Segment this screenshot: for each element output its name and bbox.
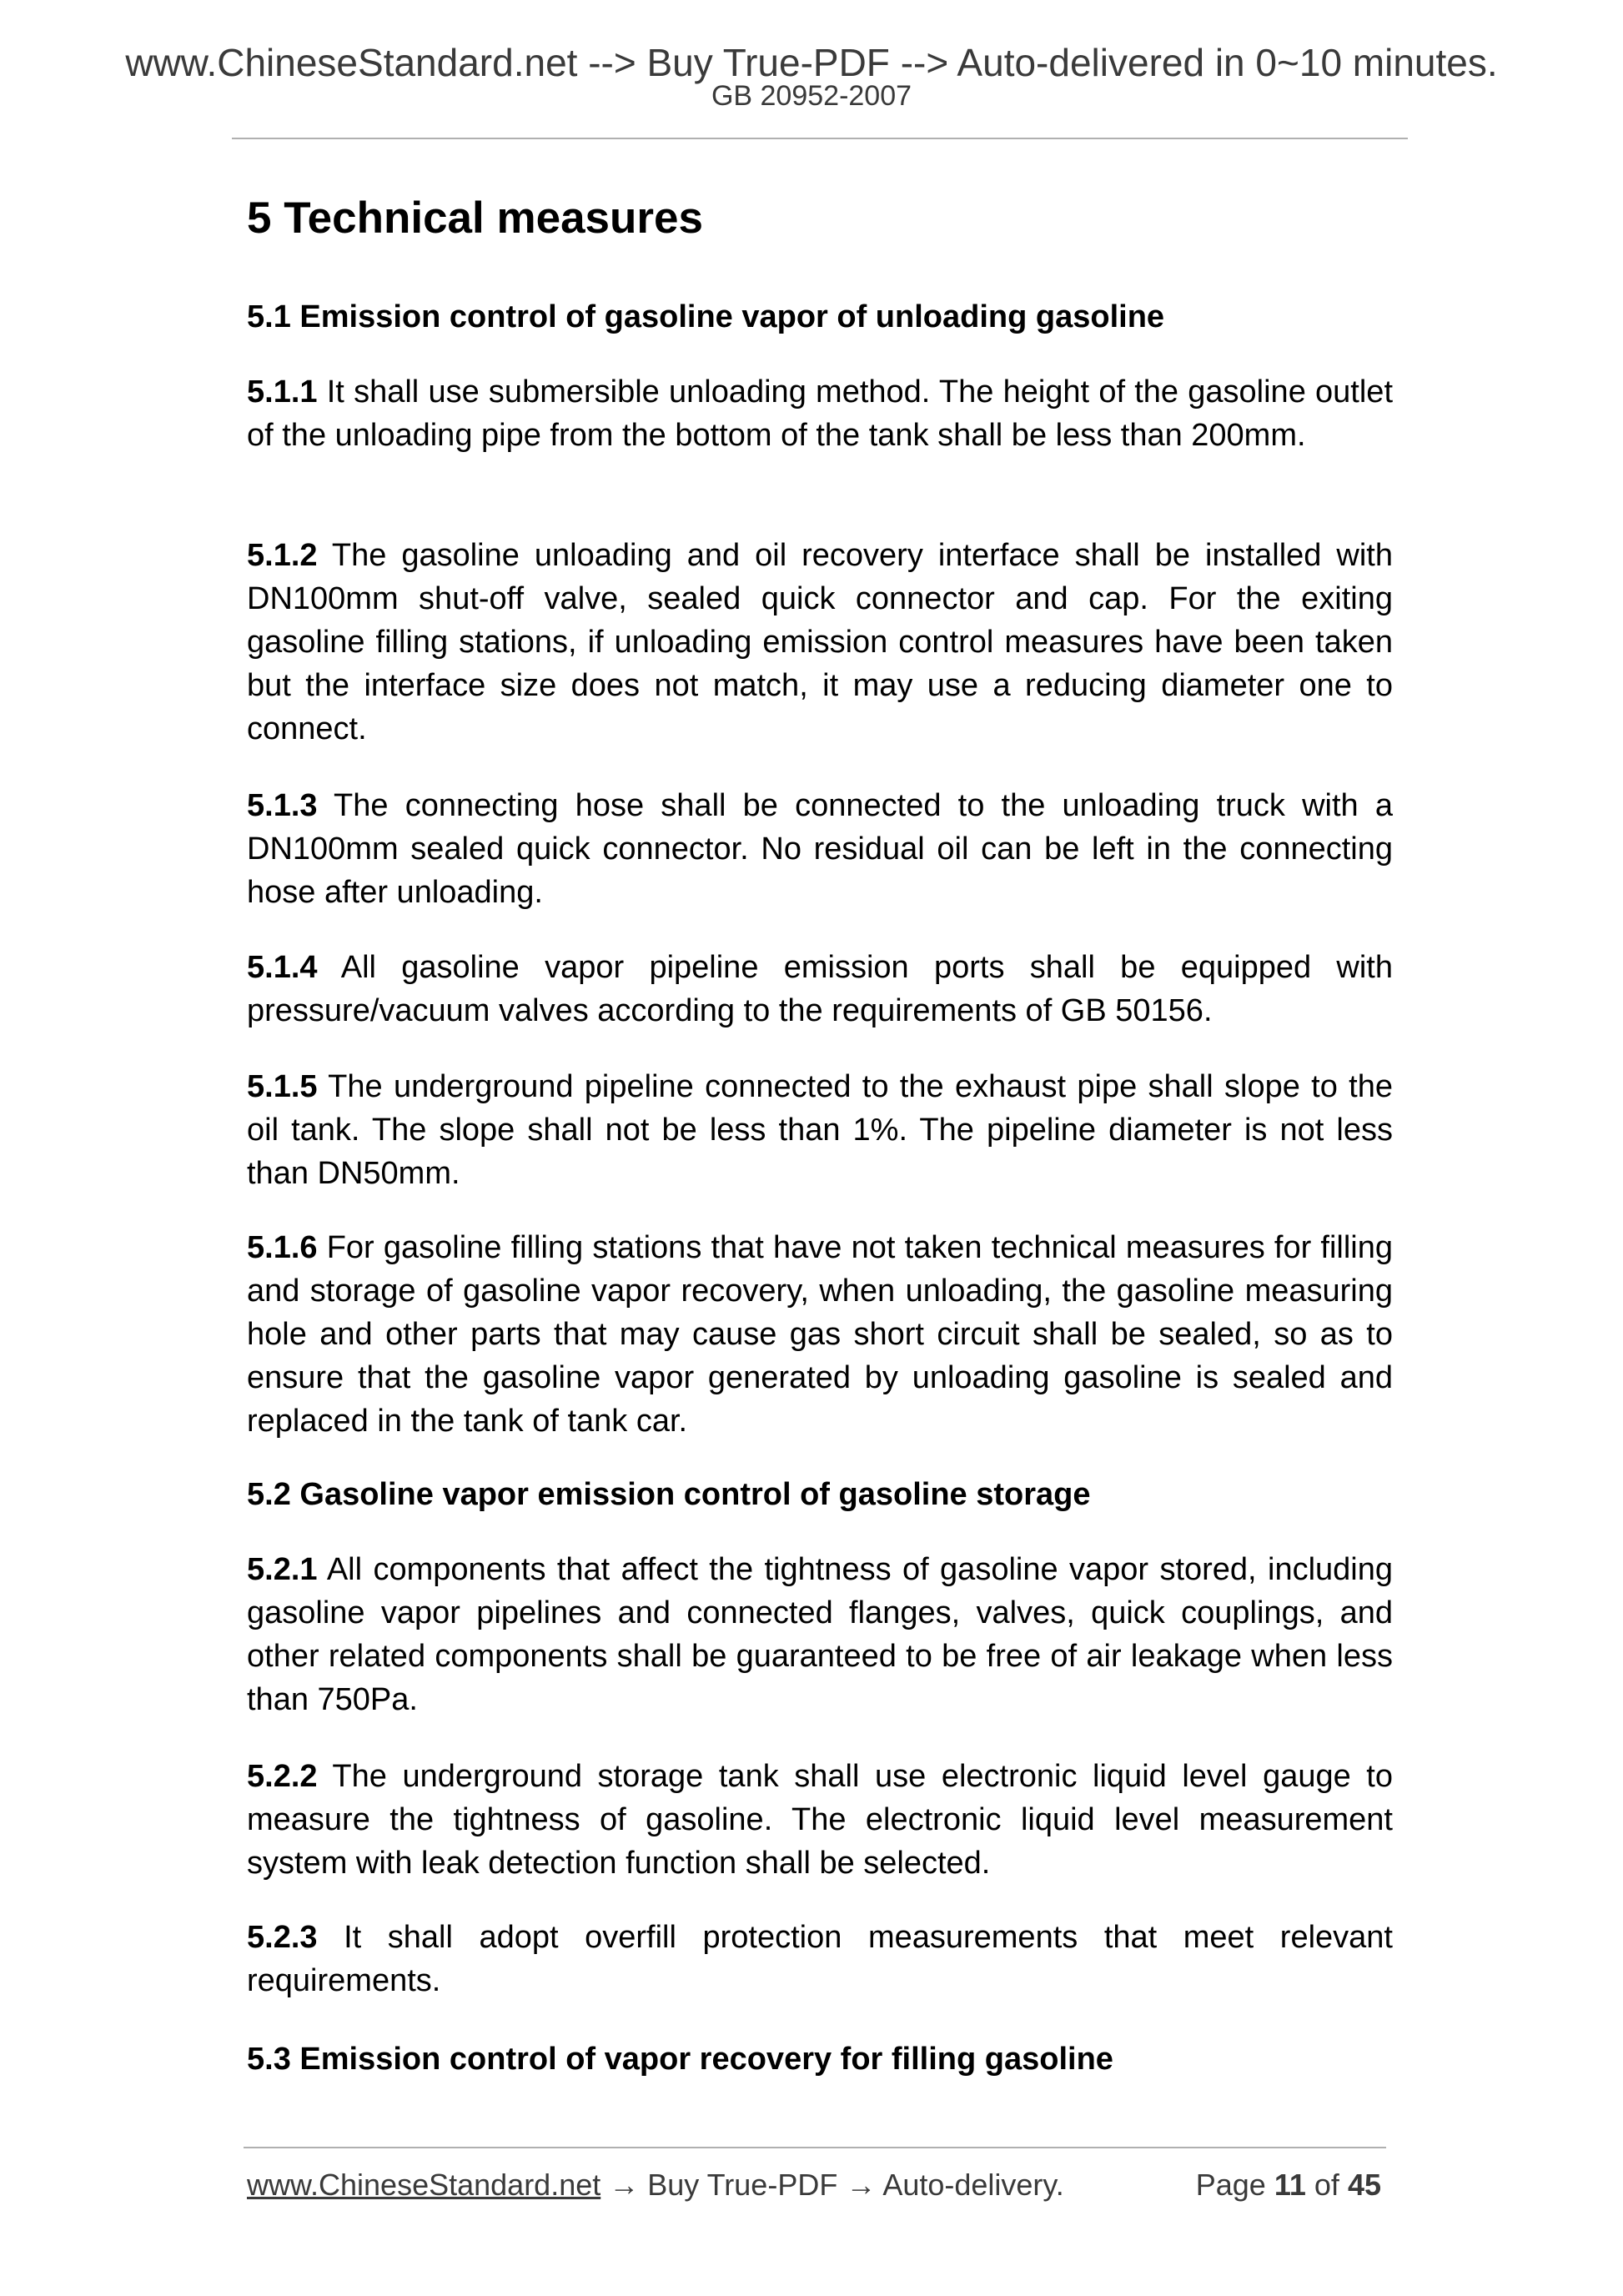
- clause-number: 5.1.5: [247, 1069, 318, 1104]
- subsection-title-5-3: 5.3 Emission control of vapor recovery for filling gasoline: [247, 2042, 1113, 2077]
- header-banner: www.ChineseStandard.net --> Buy True-PDF --> Auto-delivered in 0~10 minutes.: [125, 41, 1498, 84]
- section-title: 5 Technical measures: [247, 193, 703, 243]
- clause-number: 5.1.3: [247, 788, 318, 823]
- clause-text: The underground storage tank shall use electronic liquid level gauge to measure the tightness of gasoline. The electronic liquid level measurement system with leak detection function shall be selected.: [247, 1759, 1393, 1881]
- subsection-title-5-2: 5.2 Gasoline vapor emission control of gasoline storage: [247, 1477, 1091, 1512]
- footer-text: → Buy True-PDF → Auto-delivery.: [600, 2168, 1064, 2202]
- footer-divider: [244, 2147, 1386, 2148]
- clause-text: The gasoline unloading and oil recovery interface shall be installed with DN100mm shut-off valve, sealed quick connector and cap. For the exiting gasoline filling stations, if unloading emission control measures have been taken but the interface size does not match, it may use a reducing diameter one to connect.: [247, 538, 1394, 746]
- header-divider: [232, 138, 1408, 139]
- clause-text: All gasoline vapor pipeline emission ports shall be equipped with pressure/vacuum valves according to the requirements of GB 50156.: [247, 950, 1393, 1028]
- clause-text: All components that affect the tightness of gasoline vapor stored, including gasoline vapor pipelines and connected flanges, valves, quick couplings, and other related components shall be guaranteed to be free of air leakage when less than 750Pa.: [247, 1552, 1393, 1717]
- page-label: Page: [1195, 2168, 1266, 2202]
- clause-5-1-4: [247, 946, 1393, 1032]
- subsection-title-5-1: 5.1 Emission control of gasoline vapor of unloading gasoline: [247, 299, 1165, 334]
- clause-number: 5.2.3: [247, 1920, 318, 1955]
- clause-5-1-1: [247, 370, 1393, 457]
- total-pages: 45: [1347, 2168, 1381, 2202]
- of-label: of: [1314, 2168, 1339, 2202]
- clause-number: 5.2.1: [247, 1552, 318, 1587]
- clause-text: It shall use submersible unloading method. The height of the gasoline outlet of the unloading pipe from the bottom of the tank shall be less than 200mm.: [247, 374, 1393, 453]
- page-number: 11: [1274, 2168, 1306, 2202]
- clause-number: 5.1.6: [247, 1230, 318, 1265]
- clause-number: 5.1.1: [247, 374, 318, 409]
- clause-number: 5.1.4: [247, 950, 318, 985]
- clause-5-1-5: [247, 1065, 1393, 1195]
- clause-number: 5.1.2: [247, 538, 318, 573]
- clause-5-2-3: [247, 1916, 1393, 2002]
- clause-5-2-2: [247, 1755, 1393, 1885]
- clause-text: The underground pipeline connected to the exhaust pipe shall slope to the oil tank. The slope shall not be less than 1%. The pipeline diameter is not less than DN50mm.: [247, 1069, 1393, 1191]
- clause-5-2-1: [247, 1548, 1393, 1721]
- page-footer: [247, 2167, 1386, 2203]
- clause-5-1-6: [247, 1226, 1393, 1443]
- clause-number: 5.2.2: [247, 1759, 318, 1794]
- clause-5-1-2: [247, 534, 1393, 751]
- clause-text: For gasoline filling stations that have not taken technical measures for filling and storage of gasoline vapor recovery, when unloading, the gasoline measuring hole and other parts that may cause gas short circuit shall be sealed, so as to ensure that the gasoline vapor generated by unloading gasoline is sealed and replaced in the tank of tank car.: [247, 1230, 1393, 1439]
- clause-text: It shall adopt overfill protection measurements that meet relevant requirements.: [247, 1920, 1393, 1998]
- page-indicator: [1196, 2167, 1381, 2203]
- clause-5-1-3: [247, 784, 1393, 914]
- footer-website-link[interactable]: www.ChineseStandard.net: [247, 2168, 601, 2202]
- clause-text: The connecting hose shall be connected to the unloading truck with a DN100mm sealed quick connector. No residual oil can be left in the connecting hose after unloading.: [247, 788, 1393, 910]
- standard-code: GB 20952-2007: [711, 80, 912, 112]
